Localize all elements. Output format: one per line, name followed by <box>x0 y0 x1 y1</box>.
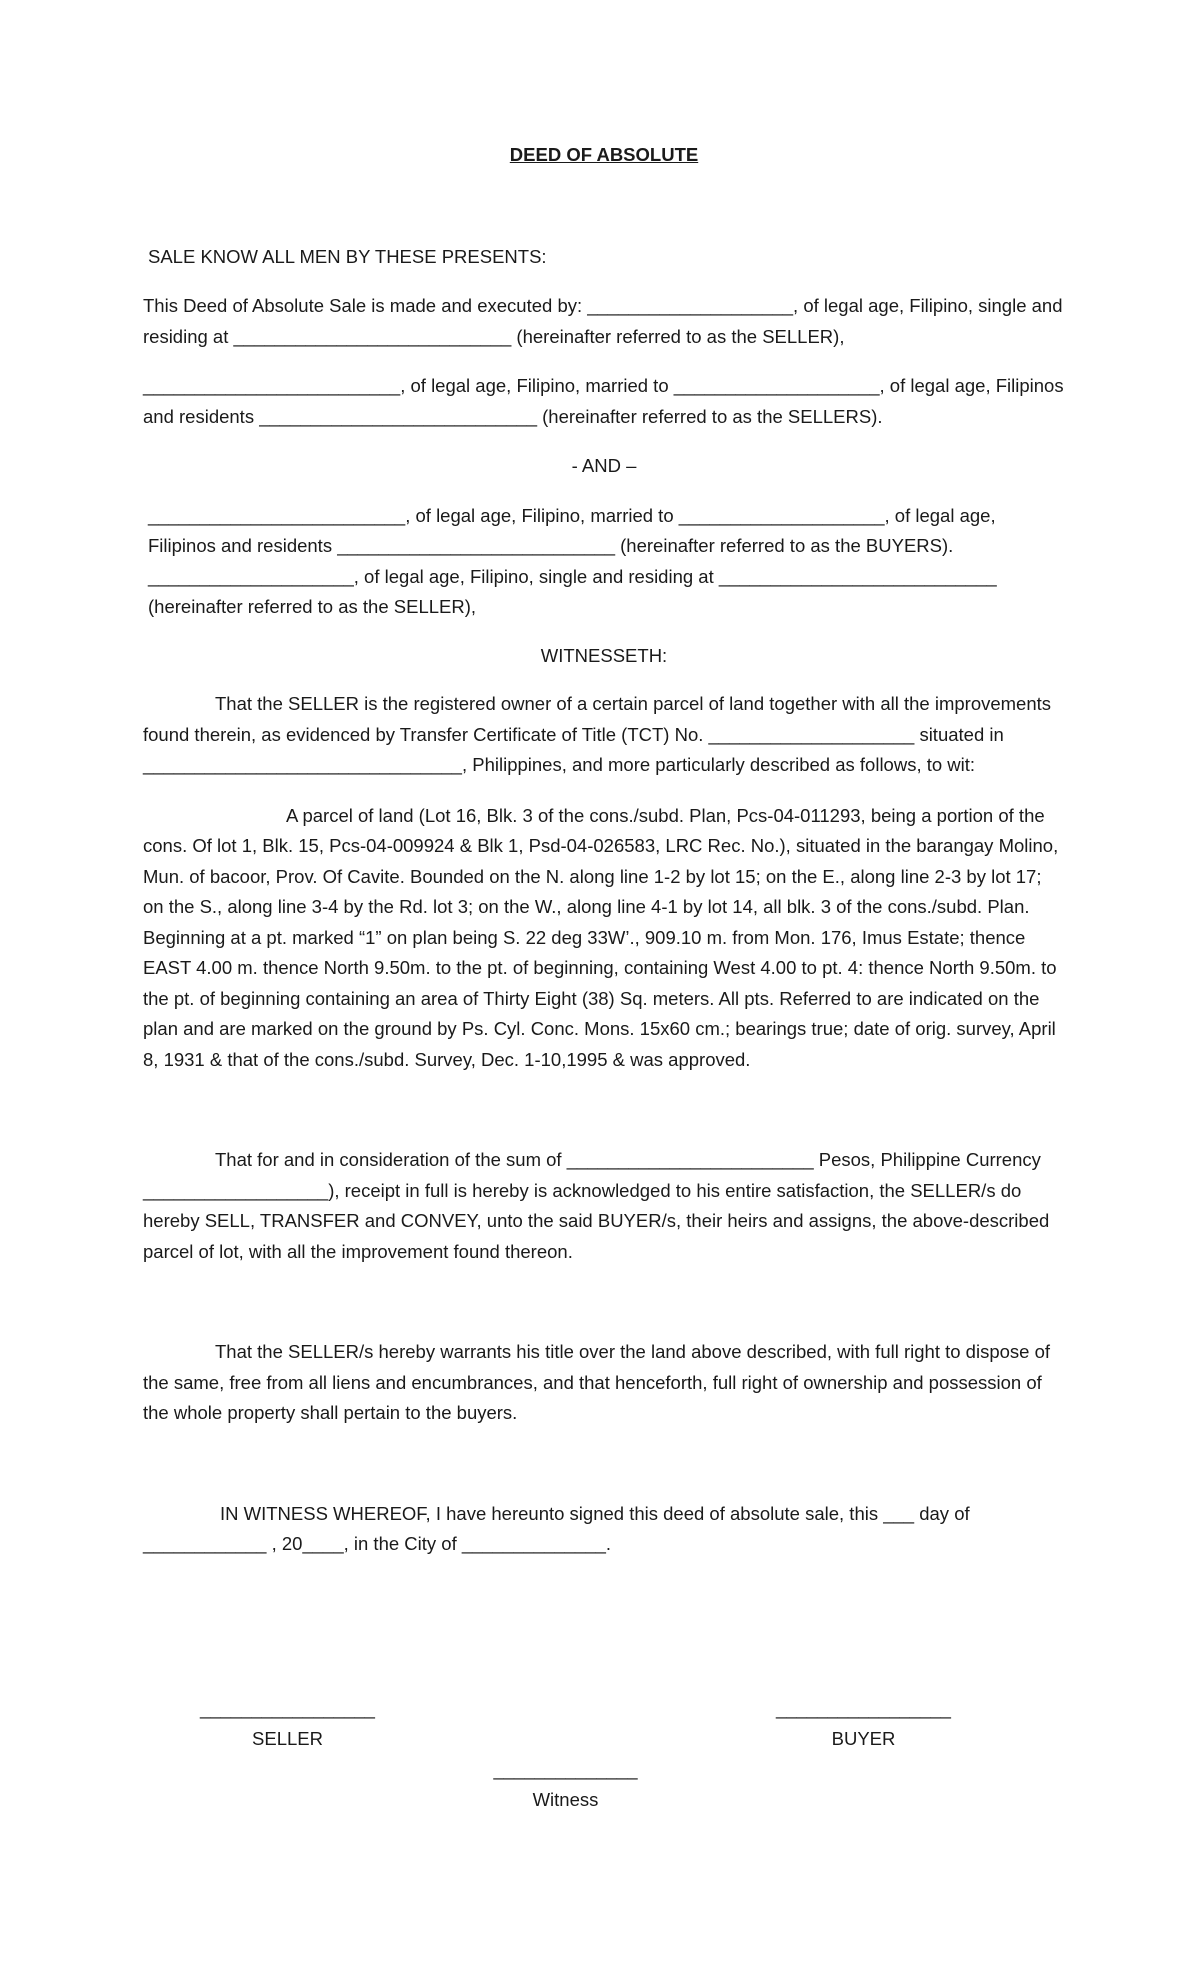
witness-signature-label: Witness <box>532 1789 599 1810</box>
seller-signature-label: SELLER <box>252 1728 323 1749</box>
consideration-paragraph: That for and in consideration of the sum of ________________________ Pesos, Philippine Currency __________________), receipt in full is hereby is acknowledged to his entire satisfaction, the SELLER/s do hereby SELL, TRANSFER and CONVEY, unto the said BUYER/s, their heirs and assigns, the above-described parcel of lot, with all the improvement found thereon. <box>143 1149 1050 1262</box>
ownership-paragraph: That the SELLER is the registered owner of a certain parcel of land together with all the improvements found therein, as evidenced by Transfer Certificate of Title (TCT) No. ____________________ situated in _______________________________, Philippines, and more particularly described as follows, to wit: <box>143 693 1052 775</box>
warranty-paragraph: That the SELLER/s hereby warrants his title over the land above described, with full right to dispose of the same, free from all liens and encumbrances, and that henceforth, full right of ownership and possession of the whole property shall pertain to the buyers. <box>143 1341 1051 1423</box>
land-description-paragraph: A parcel of land (Lot 16, Blk. 3 of the cons./subd. Plan, Pcs-04-011293, being a portion of the cons. Of lot 1, Blk. 15, Pcs-04-009924 & Blk 1, Psd-04-026583, LRC Rec. No.), situated in the barangay Molino, Mun. of bacoor, Prov. Of Cavite. Bounded on the N. along line 1-2 by lot 15; on the E., along line 2-3 by lot 17; on the S., along line 3-4 by the Rd. lot 3; on the W., along line 4-1 by lot 14, all blk. 3 of the cons./subd. Plan. Beginning at a pt. marked “1” on plan being S. 22 deg 33W’., 909.10 m. from Mon. 176, Imus Estate; thence EAST 4.00 m. thence North 9.50m. to the pt. of beginning, containing West 4.00 to pt. 4: thence North 9.50m. to the pt. of beginning containing an area of Thirty Eight (38) Sq. meters. All pts. Referred to are indicated on the plan and are marked on the ground by Ps. Cyl. Conc. Mons. 15x60 cm.; bearings true; date of orig. survey, April 8, 1931 & that of the cons./subd. Survey, Dec. 1-10,1995 & was approved. <box>143 804 1059 1070</box>
buyer-signature-line: _________________ <box>776 1698 951 1719</box>
seller-signature-line: _________________ <box>200 1698 375 1719</box>
execution-paragraph: This Deed of Absolute Sale is made and executed by: ____________________, of legal age, Filipino, single and residing at ___________________________ (hereinafter referred to as the SELLER), <box>143 295 1063 347</box>
buyers-paragraph: _________________________, of legal age, Filipino, married to ____________________, of legal age, Filipinos and residents ___________________________ (hereinafter referred to as the BUYERS). ____________________, of legal age, Filipino, single and residing at ___________________________ (hereinafter referred to as the SELLER), <box>148 504 997 617</box>
seller-signature-block <box>200 1694 375 1755</box>
buyer-signature-block <box>776 1694 951 1755</box>
in-witness-paragraph: IN WITNESS WHEREOF, I have hereunto signed this deed of absolute sale, this ___ day of ____________ , 20____, in the City of ______________. <box>143 1502 970 1554</box>
sellers-paragraph: _________________________, of legal age, Filipino, married to ____________________, of legal age, Filipinos and residents ___________________________ (hereinafter referred to as the SELLERS). <box>143 375 1064 427</box>
and-separator: - AND – <box>571 455 637 476</box>
document-title: DEED OF ABSOLUTE <box>509 144 699 165</box>
intro-heading: SALE KNOW ALL MEN BY THESE PRESENTS: <box>148 245 547 267</box>
witnesseth-heading: WITNESSETH: <box>540 644 668 666</box>
witness-signature-block <box>478 1755 653 1816</box>
witness-signature-line: ______________ <box>493 1759 638 1780</box>
buyer-signature-label: BUYER <box>831 1728 896 1749</box>
